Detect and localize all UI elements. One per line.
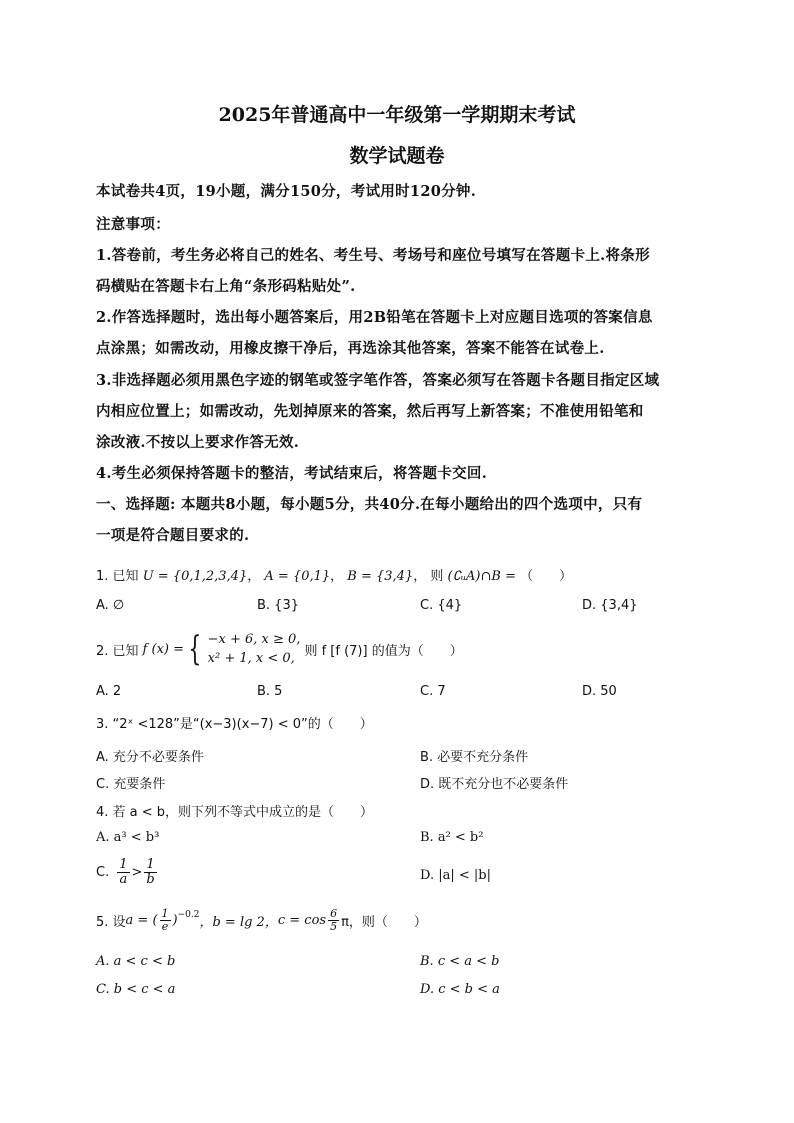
notice-line: 涂改液.不按以上要求作答无效. xyxy=(96,434,300,451)
q4-option-b: B. a² < b² xyxy=(420,830,484,845)
fraction-numerator: 1 xyxy=(119,857,128,872)
q1-option-b: B. {3} xyxy=(257,598,299,613)
q5-option-c: C. b < c < a xyxy=(96,982,176,997)
q1-option-c: C. {4} xyxy=(420,598,463,613)
q1-prefix: 1. 已知 xyxy=(96,569,139,584)
exam-subtitle: 数学试题卷 xyxy=(349,145,445,167)
q5-option-a: A. a < c < b xyxy=(96,954,176,969)
q2-option-a: A. 2 xyxy=(96,684,122,699)
fraction-numerator: 6 xyxy=(330,907,338,920)
fraction-denominator: e xyxy=(161,920,169,933)
notice-line: 2.作答选择题时，选出每小题答案后，用2B铅笔在答题卡上对应题目选项的答案信息 xyxy=(96,309,653,326)
question-1-stem: 1. 已知 U = {0,1,2,3,4}， A = {0,1}， B = {3,4}， 则 (∁ᵤA)∩B = （ ） xyxy=(96,569,573,584)
q2-tail: 则 f [f (7)] 的值为（ ） xyxy=(304,643,463,659)
q5-c-fraction xyxy=(328,908,339,933)
q2-function: f (x) = xyxy=(142,641,184,657)
q4-option-c-label: C. xyxy=(96,865,110,880)
q4-option-d: D. |a| < |b| xyxy=(420,868,491,883)
fraction-denominator: 5 xyxy=(330,920,338,933)
q4-option-c xyxy=(96,858,159,887)
q2-prefix: 2. 已知 xyxy=(96,643,139,659)
question-5-stem xyxy=(96,908,427,933)
q5-c-expression: c = cos xyxy=(277,913,327,928)
q4-fraction-left xyxy=(117,858,129,887)
q1-set-a: A = {0,1} xyxy=(264,569,331,584)
fraction-numerator: 1 xyxy=(161,907,169,920)
notice-line: 3.非选择题必须用黑色字迹的钢笔或签字笔作答，答案必须写在答题卡各题目指定区域 xyxy=(96,372,660,389)
q5-option-b: B. c < a < b xyxy=(420,954,500,969)
q1-answer-blank: （ ） xyxy=(520,569,573,584)
q2-option-c: C. 7 xyxy=(420,684,446,699)
q1-then: 则 xyxy=(430,569,444,584)
section-heading: 一项是符合题目要求的. xyxy=(96,527,250,544)
q1-option-d: D. {3,4} xyxy=(582,598,638,613)
q1-expression: (∁ᵤA)∩B = xyxy=(447,569,516,584)
q5-b-expression: ，b = lg 2， xyxy=(199,915,278,930)
question-2-stem xyxy=(96,630,463,668)
notice-line: 1.答卷前，考生务必将自己的姓名、考生号、考场号和座位号填写在答题卡上.将条形 xyxy=(96,247,650,264)
q5-prefix: 5. 设 xyxy=(96,915,126,930)
q4-fraction-right xyxy=(144,858,156,887)
intro-line: 本试卷共4页，19小题，满分150分，考试用时120分钟. xyxy=(96,183,477,200)
fraction-denominator: a xyxy=(119,872,128,887)
q5-a-open: a = ( xyxy=(125,913,158,928)
q2-option-b: B. 5 xyxy=(257,684,283,699)
notice-line: 点涂黑；如需改动，用橡皮擦干净后，再选涂其他答案，答案不能答在试卷上. xyxy=(96,340,605,357)
q5-tail: π，则（ ） xyxy=(341,915,427,930)
fraction-numerator: 1 xyxy=(146,857,155,872)
section-heading: 一、选择题: 本题共8小题，每小题5分，共40分.在每小题给出的四个选项中，只有 xyxy=(96,496,643,513)
q4-compare: > xyxy=(131,865,143,880)
q5-a-close: ) xyxy=(172,913,178,928)
question-4-stem: 4. 若 a < b，则下列不等式中成立的是（ ） xyxy=(96,805,374,820)
q2-brace: { xyxy=(188,629,202,669)
q1-option-a: A. ∅ xyxy=(96,598,125,613)
exam-title: 2025年普通高中一年级第一学期期末考试 xyxy=(218,104,576,126)
fraction-denominator: b xyxy=(146,872,155,887)
q3-option-b: B. 必要不充分条件 xyxy=(420,750,529,765)
q3-option-c: C. 充要条件 xyxy=(96,777,166,792)
q3-option-d: D. 既不充分也不必要条件 xyxy=(420,777,569,792)
notice-line: 4.考生必须保持答题卡的整洁，考试结束后，将答题卡交回. xyxy=(96,465,488,482)
q2-case-2: x² + 1, x < 0, xyxy=(207,651,295,666)
q1-set-u: U = {0,1,2,3,4} xyxy=(142,569,248,584)
notice-heading: 注意事项： xyxy=(96,216,170,233)
q1-set-b: B = {3,4} xyxy=(347,569,414,584)
notice-line: 码横贴在答题卡右上角“条形码粘贴处”. xyxy=(96,278,356,295)
question-3-stem: 3. “2ˣ <128”是“(x−3)(x−7) < 0”的（ ） xyxy=(96,717,373,732)
q3-option-a: A. 充分不必要条件 xyxy=(96,750,204,765)
notice-line: 内相应位置上；如需改动，先划掉原来的答案，然后再写上新答案；不准使用铅笔和 xyxy=(96,403,644,420)
q2-option-d: D. 50 xyxy=(582,684,617,699)
q5-a-fraction xyxy=(160,908,171,933)
q5-a-exponent: −0.2 xyxy=(177,910,200,920)
q2-case-1: −x + 6, x ≥ 0, xyxy=(207,632,301,647)
q2-piecewise-cases xyxy=(208,630,301,668)
q5-option-d: D. c < b < a xyxy=(420,982,500,997)
q4-option-a: A. a³ < b³ xyxy=(96,830,160,845)
